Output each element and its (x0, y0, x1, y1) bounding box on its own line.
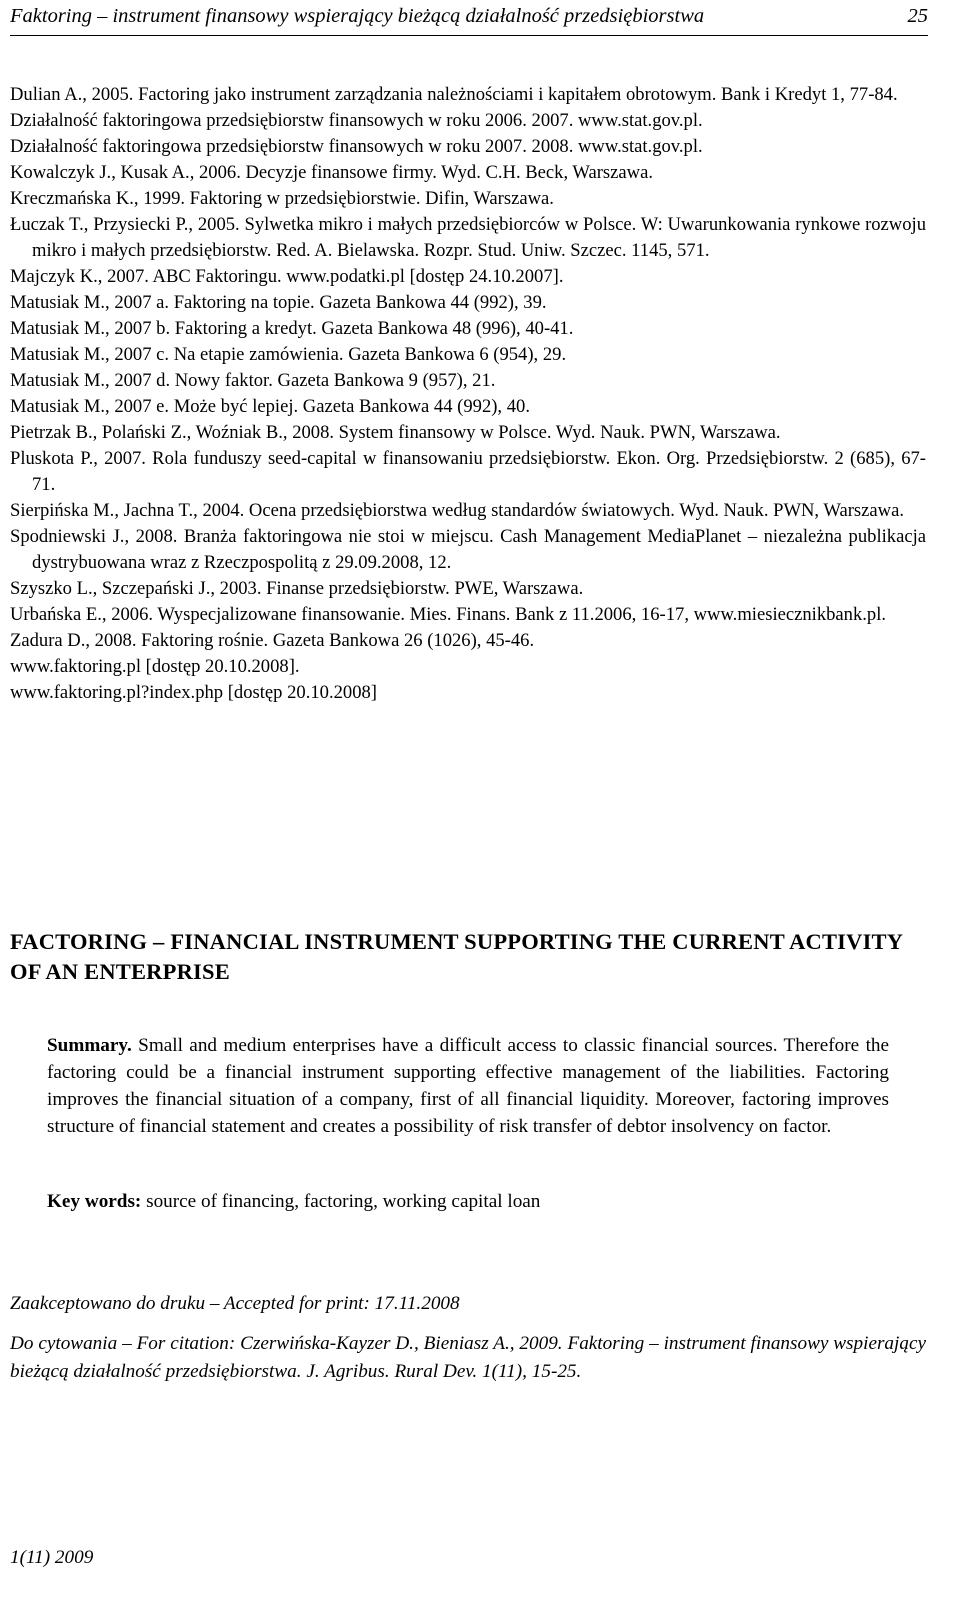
page-number: 25 (907, 5, 928, 27)
english-title: FACTORING – FINANCIAL INSTRUMENT SUPPORTING THE CURRENT ACTIVITY OF AN ENTERPRISE (10, 929, 903, 984)
reference-item: Majczyk K., 2007. ABC Faktoringu. www.podatki.pl [dostęp 24.10.2007]. (10, 266, 564, 287)
reference-item: Dulian A., 2005. Factoring jako instrument zarządzania należnościami i kapitałem obrotowym. Bank i Kredyt 1, 77-84. (10, 84, 898, 105)
running-title: Faktoring – instrument finansowy wspierający bieżącą działalność przedsiębiorstwa (10, 5, 705, 27)
reference-item: Zadura D., 2008. Faktoring rośnie. Gazeta Bankowa 26 (1026), 45-46. (10, 630, 535, 651)
summary-text: Small and medium enterprises have a difficult access to classic financial sources. Therefore the factoring could be a financial instrument supporting effective management of the liabilities. Factoring improves the financial situation of a company, first of all financial liquidity. Moreover, factoring improves structure of financial statement and creates a possibility of risk transfer of debtor insolvency on factor. (47, 1035, 890, 1137)
reference-item: Matusiak M., 2007 c. Na etapie zamówienia. Gazeta Bankowa 6 (954), 29. (10, 344, 567, 365)
reference-item: Matusiak M., 2007 b. Faktoring a kredyt. Gazeta Bankowa 48 (996), 40-41. (10, 318, 574, 339)
reference-item: www.faktoring.pl [dostęp 20.10.2008]. (10, 656, 300, 677)
keywords-paragraph (47, 1188, 889, 1215)
summary-paragraph (47, 1032, 889, 1140)
summary-label: Summary. (47, 1035, 132, 1056)
issue-footer: 1(11) 2009 (10, 1547, 94, 1568)
reference-item: Działalność faktoringowa przedsiębiorstw finansowych w roku 2006. 2007. www.stat.gov.pl. (10, 110, 703, 131)
reference-item: Spodniewski J., 2008. Branża faktoringowa nie stoi w miejscu. Cash Management MediaPlanet – niezależna publikacja dystrybuowana wraz z Rzeczpospolitą z 29.09.2008, 12. (10, 526, 926, 573)
reference-item: Pietrzak B., Polański Z., Woźniak B., 2008. System finansowy w Polsce. Wyd. Nauk. PWN, Warszawa. (10, 422, 781, 443)
reference-item: Urbańska E., 2006. Wyspecjalizowane finansowanie. Mies. Finans. Bank z 11.2006, 16-17, www.miesiecznikbank.pl. (10, 604, 887, 625)
accepted-note: Zaakceptowano do druku – Accepted for print: 17.11.2008 (10, 1293, 460, 1314)
reference-item: Matusiak M., 2007 a. Faktoring na topie. Gazeta Bankowa 44 (992), 39. (10, 292, 547, 313)
reference-item: Działalność faktoringowa przedsiębiorstw finansowych w roku 2007. 2008. www.stat.gov.pl. (10, 136, 703, 157)
reference-item: Łuczak T., Przysiecki P., 2005. Sylwetka mikro i małych przedsiębiorców w Polsce. W: Uwarunkowania rynkowe rozwoju mikro i małych przedsiębiorstw. Red. A. Bielawska. Rozpr. Stud. Uniw. Szczec. 1145, 571. (10, 214, 926, 261)
reference-item: Kreczmańska K., 1999. Faktoring w przedsiębiorstwie. Difin, Warszawa. (10, 188, 554, 209)
reference-item: Matusiak M., 2007 d. Nowy faktor. Gazeta Bankowa 9 (957), 21. (10, 370, 496, 391)
reference-item: www.faktoring.pl?index.php [dostęp 20.10.2008] (10, 682, 377, 703)
reference-item: Matusiak M., 2007 e. Może być lepiej. Gazeta Bankowa 44 (992), 40. (10, 396, 530, 417)
reference-item: Sierpińska M., Jachna T., 2004. Ocena przedsiębiorstwa według standardów światowych. Wyd. Nauk. PWN, Warszawa. (10, 500, 904, 521)
keywords-text: source of financing, factoring, working capital loan (146, 1191, 541, 1212)
keywords-label: Key words: (47, 1191, 142, 1212)
reference-list (10, 82, 926, 706)
reference-item: Pluskota P., 2007. Rola funduszy seed-capital w finansowaniu przedsiębiorstw. Ekon. Org. Przedsiębiorstw. 2 (685), 67-71. (10, 448, 926, 495)
reference-item: Szyszko L., Szczepański J., 2003. Finanse przedsiębiorstw. PWE, Warszawa. (10, 578, 584, 599)
citation-note: Do cytowania – For citation: Czerwińska-Kayzer D., Bieniasz A., 2009. Faktoring – instrument finansowy wspierający bieżącą działalność przedsiębiorstwa. J. Agribus. Rural Dev. 1(11), 15-25. (10, 1333, 926, 1382)
reference-item: Kowalczyk J., Kusak A., 2006. Decyzje finansowe firmy. Wyd. C.H. Beck, Warszawa. (10, 162, 654, 183)
running-header (10, 2, 928, 36)
